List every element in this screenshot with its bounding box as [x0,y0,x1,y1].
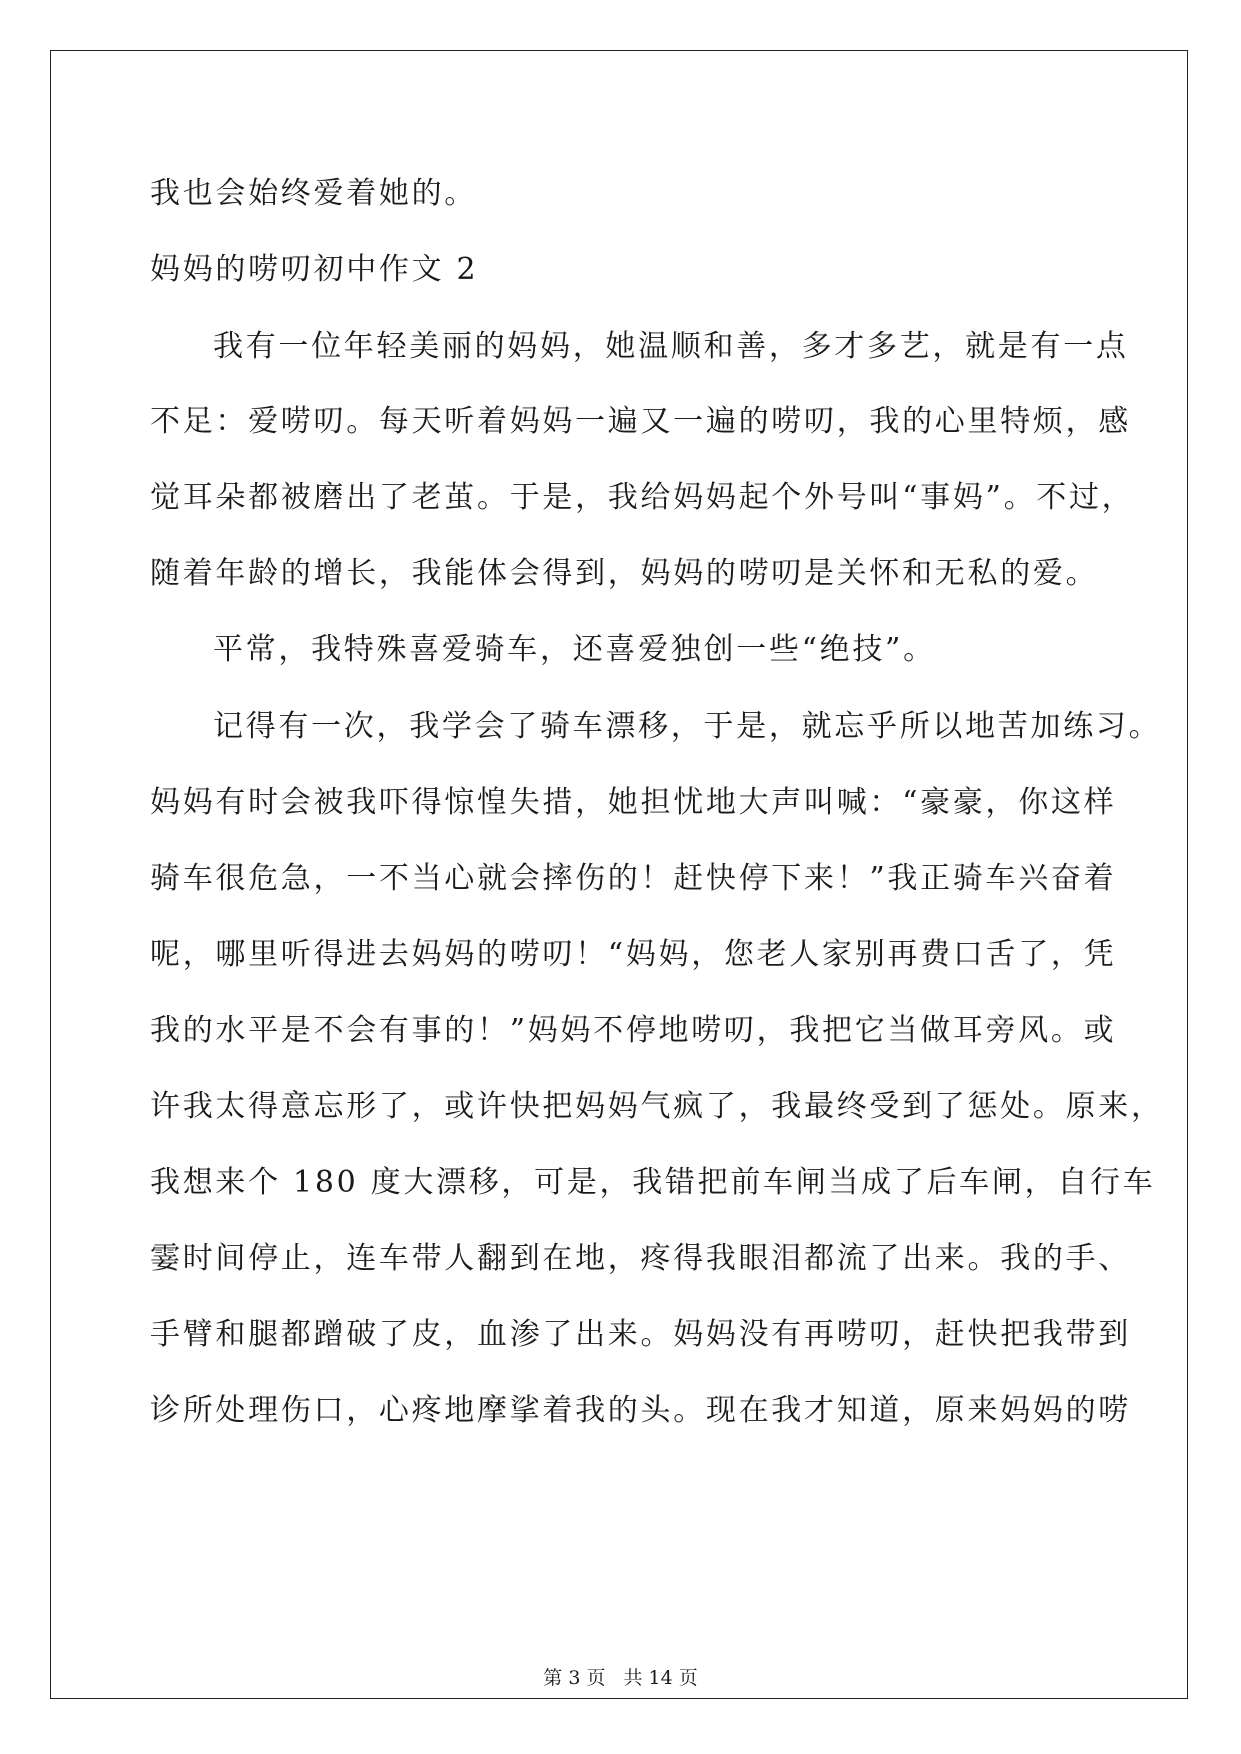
page-footer [0,1666,1241,1690]
text-line: 许我太得意忘形了，或许快把妈妈气疯了，我最终受到了惩处。原来， [150,1089,1164,1124]
page-number: 第 3 页 [543,1667,606,1689]
text-line: 我有一位年轻美丽的妈妈，她温顺和善，多才多艺，就是有一点 [213,329,1129,364]
text-line: 手臂和腿都蹭破了皮，血渗了出来。妈妈没有再唠叨，赶快把我带到 [150,1317,1131,1352]
text-line: 霎时间停止，连车带人翻到在地，疼得我眼泪都流了出来。我的手、 [150,1241,1131,1276]
text-line: 妈妈有时会被我吓得惊惶失措，她担忧地大声叫喊：“豪豪，你这样 [150,785,1117,820]
text-line: 觉耳朵都被磨出了老茧。于是，我给妈妈起个外号叫“事妈”。不过， [150,480,1135,515]
text-line: 记得有一次，我学会了骑车漂移，于是，就忘乎所以地苦加练习。 [213,709,1162,744]
text-line: 平常，我特殊喜爱骑车，还喜爱独创一些“绝技”。 [213,632,936,667]
text-line: 我也会始终爱着她的。 [150,176,477,211]
text-line: 不足：爱唠叨。每天听着妈妈一遍又一遍的唠叨，我的心里特烦，感 [150,404,1131,439]
text-line: 呢，哪里听得进去妈妈的唠叨！“妈妈，您老人家别再费口舌了，凭 [150,937,1117,972]
text-line: 我想来个 180 度大漂移，可是，我错把前车闸当成了后车闸，自行车 [150,1165,1156,1200]
text-line: 诊所处理伤口，心疼地摩挲着我的头。现在我才知道，原来妈妈的唠 [150,1393,1131,1428]
text-line: 骑车很危急，一不当心就会摔伤的！赶快停下来！”我正骑车兴奋着 [150,861,1117,896]
text-line: 我的水平是不会有事的！”妈妈不停地唠叨，我把它当做耳旁风。或 [150,1013,1117,1048]
section-heading: 妈妈的唠叨初中作文 2 [150,252,479,287]
page-total: 共 14 页 [623,1667,698,1689]
text-line: 随着年龄的增长，我能体会得到，妈妈的唠叨是关怀和无私的爱。 [150,556,1099,591]
